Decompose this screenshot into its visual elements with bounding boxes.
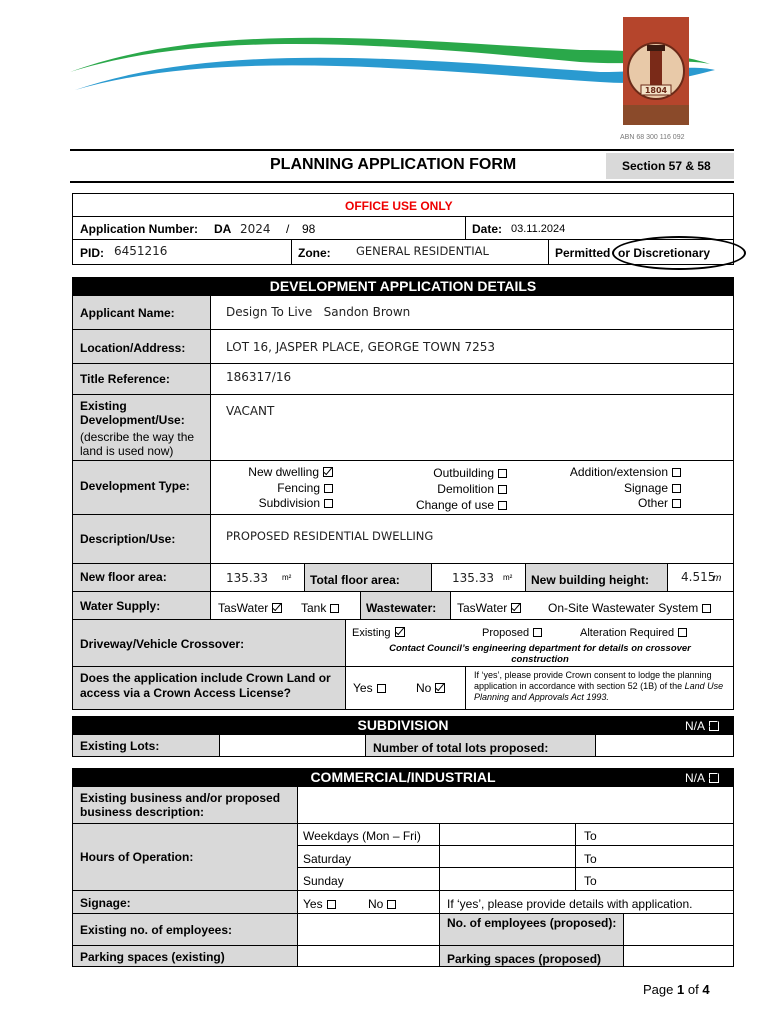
- crown-note-text: If ‘yes’, please provide Crown consent to lodge the planning application in accordance with section 52 (1B) of the: [474, 670, 712, 691]
- existing-lots-label: Existing Lots:: [80, 739, 160, 753]
- description-value[interactable]: PROPOSED RESIDENTIAL DWELLING: [226, 529, 434, 543]
- sunday-to: To: [584, 874, 597, 888]
- waste-taswater-label: TasWater: [457, 601, 508, 615]
- page-prefix: Page: [643, 982, 674, 997]
- waste-taswater[interactable]: [457, 601, 521, 615]
- floor-area-label: New floor area:: [80, 570, 167, 584]
- drive-proposed-label: Proposed: [482, 627, 530, 639]
- title-ref-label: Title Reference:: [80, 372, 170, 386]
- pid-value[interactable]: 6451216: [114, 244, 168, 258]
- permitted-label: Permitted: [555, 246, 611, 260]
- water-taswater-checkbox[interactable]: [272, 603, 282, 613]
- total-floor-unit: m²: [503, 573, 513, 582]
- devtype-signage[interactable]: [530, 481, 681, 497]
- subdivision-label: Subdivision: [258, 496, 320, 510]
- subdivision-heading: SUBDIVISION: [72, 716, 734, 735]
- office-use-heading: OFFICE USE ONLY: [345, 199, 453, 213]
- weekdays-label: Weekdays (Mon – Fri): [303, 829, 421, 843]
- devtype-subdivision[interactable]: [210, 496, 333, 512]
- new-dwelling-label: New dwelling: [248, 465, 319, 479]
- parking-proposed-label: Parking spaces (proposed): [447, 952, 602, 966]
- crown-yes-label: Yes: [353, 681, 373, 695]
- drive-existing-label: Existing: [352, 627, 391, 639]
- wastewater-label: Wastewater:: [366, 601, 437, 615]
- drive-existing[interactable]: [352, 627, 405, 639]
- date-label: Date:: [472, 222, 503, 236]
- change-of-use-label: Change of use: [415, 498, 494, 512]
- applicant-label: Applicant Name:: [80, 306, 175, 320]
- waste-onsite-label: On-Site Wastewater System: [548, 601, 699, 615]
- subdivision-na-label: N/A: [685, 719, 706, 733]
- fencing-checkbox[interactable]: [324, 484, 333, 493]
- commercial-na-checkbox[interactable]: [709, 773, 719, 783]
- water-tank[interactable]: [301, 601, 339, 615]
- discretionary-label: or Discretionary: [618, 246, 711, 260]
- page-current: 1: [677, 982, 685, 997]
- outbuilding-label: Outbuilding: [433, 466, 494, 480]
- addition-checkbox[interactable]: [672, 468, 681, 477]
- existing-use-label: Existing Development/Use:: [80, 399, 185, 427]
- app-num[interactable]: 98: [302, 222, 316, 236]
- other-label: Other: [637, 496, 668, 510]
- date-value[interactable]: 03.11.2024: [511, 223, 566, 235]
- sunday-label: Sunday: [303, 874, 344, 888]
- page-number: [643, 982, 710, 997]
- crown-no[interactable]: [416, 681, 445, 695]
- devtype-new-dwelling[interactable]: [210, 465, 333, 481]
- hours-label: Hours of Operation:: [80, 850, 194, 864]
- outbuilding-checkbox[interactable]: [498, 469, 507, 478]
- waste-onsite[interactable]: [548, 601, 711, 615]
- council-logo: [623, 17, 689, 125]
- signage-yes-checkbox[interactable]: [327, 900, 336, 909]
- title-rule-top: [70, 149, 734, 151]
- height-label: New building height:: [531, 573, 649, 587]
- drive-note: Contact Council’s engineering department for details on crossover construction: [389, 643, 691, 665]
- signage-yes[interactable]: [303, 897, 336, 911]
- page-total: 4: [702, 982, 710, 997]
- signage-no-label: No: [368, 897, 384, 911]
- crown-yes-checkbox[interactable]: [377, 684, 386, 693]
- signage-yes-label: Yes: [303, 897, 323, 911]
- app-year[interactable]: 2024: [240, 222, 271, 236]
- zone-value[interactable]: GENERAL RESIDENTIAL: [356, 244, 489, 258]
- drive-alteration-checkbox[interactable]: [678, 628, 687, 637]
- devtype-demolition[interactable]: [370, 481, 507, 497]
- waste-onsite-checkbox[interactable]: [702, 604, 711, 613]
- water-tank-label: Tank: [301, 601, 327, 615]
- saturday-label: Saturday: [303, 852, 352, 866]
- header-swoosh: [60, 20, 720, 130]
- drive-alteration-label: Alteration Required: [580, 627, 675, 639]
- signage-type-checkbox[interactable]: [672, 484, 681, 493]
- pid-label: PID:: [80, 246, 104, 260]
- waste-taswater-checkbox[interactable]: [511, 603, 521, 613]
- signage-note: If ‘yes’, please provide details with application.: [447, 897, 693, 911]
- location-label: Location/Address:: [80, 341, 186, 355]
- drive-proposed-checkbox[interactable]: [533, 628, 542, 637]
- driveway-label: Driveway/Vehicle Crossover:: [80, 637, 245, 651]
- signage-type-label: Signage: [623, 480, 668, 495]
- change-of-use-checkbox[interactable]: [498, 501, 507, 510]
- crown-note: [474, 670, 732, 703]
- drive-alteration[interactable]: [580, 627, 687, 639]
- drive-existing-checkbox[interactable]: [395, 627, 405, 637]
- page-of: of: [687, 982, 699, 997]
- employees-label: Existing no. of employees:: [80, 923, 233, 937]
- drive-proposed[interactable]: [482, 627, 542, 639]
- applicant-value[interactable]: Design To Live Sandon Brown: [226, 305, 411, 319]
- floor-area-unit: m²: [282, 573, 292, 582]
- other-checkbox[interactable]: [672, 499, 681, 508]
- total-lots-label: Number of total lots proposed:: [373, 741, 549, 755]
- saturday-to: To: [584, 852, 597, 866]
- business-label: Existing business and/or proposed business description:: [80, 791, 281, 819]
- description-label: Description/Use:: [80, 532, 176, 546]
- crown-no-checkbox[interactable]: [435, 683, 445, 693]
- total-floor-label: Total floor area:: [310, 573, 400, 587]
- water-tank-checkbox[interactable]: [330, 604, 339, 613]
- commercial-na-label: N/A: [685, 771, 706, 785]
- water-supply-label: Water Supply:: [80, 599, 161, 613]
- addition-label: Addition/extension: [569, 465, 668, 479]
- commercial-na[interactable]: [685, 771, 719, 785]
- section-label: Section 57 & 58: [622, 159, 711, 173]
- logo-year: 1804: [644, 86, 668, 95]
- water-taswater-label: TasWater: [218, 601, 269, 615]
- demolition-label: Demolition: [437, 482, 494, 496]
- devtype-addition[interactable]: [530, 465, 681, 481]
- commercial-heading: COMMERCIAL/INDUSTRIAL: [72, 768, 734, 787]
- employees-proposed-label: No. of employees (proposed):: [447, 916, 617, 930]
- floor-area-value[interactable]: 135.33: [226, 571, 268, 585]
- abn-text: ABN 68 300 116 092: [620, 134, 685, 141]
- subdivision-na[interactable]: [685, 719, 719, 733]
- existing-use-value[interactable]: VACANT: [226, 404, 275, 418]
- weekdays-to: To: [584, 829, 597, 843]
- devtype-other[interactable]: [530, 496, 681, 512]
- dev-heading: DEVELOPMENT APPLICATION DETAILS: [72, 277, 734, 296]
- existing-use-note: (describe the way the land is used now): [80, 430, 195, 458]
- crown-label: Does the application include Crown Land or access via a Crown Access License?: [80, 671, 331, 700]
- demolition-checkbox[interactable]: [498, 485, 507, 494]
- subdivision-na-checkbox[interactable]: [709, 721, 719, 731]
- new-dwelling-checkbox[interactable]: [323, 467, 333, 477]
- crown-no-label: No: [416, 681, 432, 695]
- app-slash: /: [286, 222, 290, 236]
- form-title: PLANNING APPLICATION FORM: [270, 156, 517, 173]
- water-taswater[interactable]: [218, 601, 282, 615]
- zone-label: Zone:: [298, 246, 331, 260]
- height-unit: m: [713, 573, 722, 584]
- signage-label: Signage:: [80, 896, 131, 910]
- devtype-label: Development Type:: [80, 479, 190, 493]
- crown-note-act: Land Use Planning and Approvals Act 1993.: [474, 681, 724, 702]
- signage-no[interactable]: [368, 897, 396, 911]
- location-value[interactable]: LOT 16, JASPER PLACE, GEORGE TOWN 7253: [226, 340, 495, 354]
- title-ref-value[interactable]: 186317/16: [226, 370, 292, 384]
- parking-existing-label: Parking spaces (existing): [80, 950, 225, 964]
- total-floor-value[interactable]: 135.33: [452, 571, 494, 585]
- subdivision-checkbox[interactable]: [324, 499, 333, 508]
- fencing-label: Fencing: [277, 480, 320, 495]
- devtype-fencing[interactable]: [210, 481, 333, 497]
- title-rule-bottom: [70, 181, 734, 183]
- signage-no-checkbox[interactable]: [387, 900, 396, 909]
- crown-yes[interactable]: [353, 681, 386, 695]
- height-value[interactable]: 4.515: [681, 570, 716, 584]
- devtype-change-of-use[interactable]: [370, 497, 507, 513]
- devtype-outbuilding[interactable]: [370, 465, 507, 481]
- discretionary-circle: [612, 236, 746, 270]
- app-number-label: Application Number:: [80, 222, 199, 236]
- app-prefix: DA: [214, 222, 232, 236]
